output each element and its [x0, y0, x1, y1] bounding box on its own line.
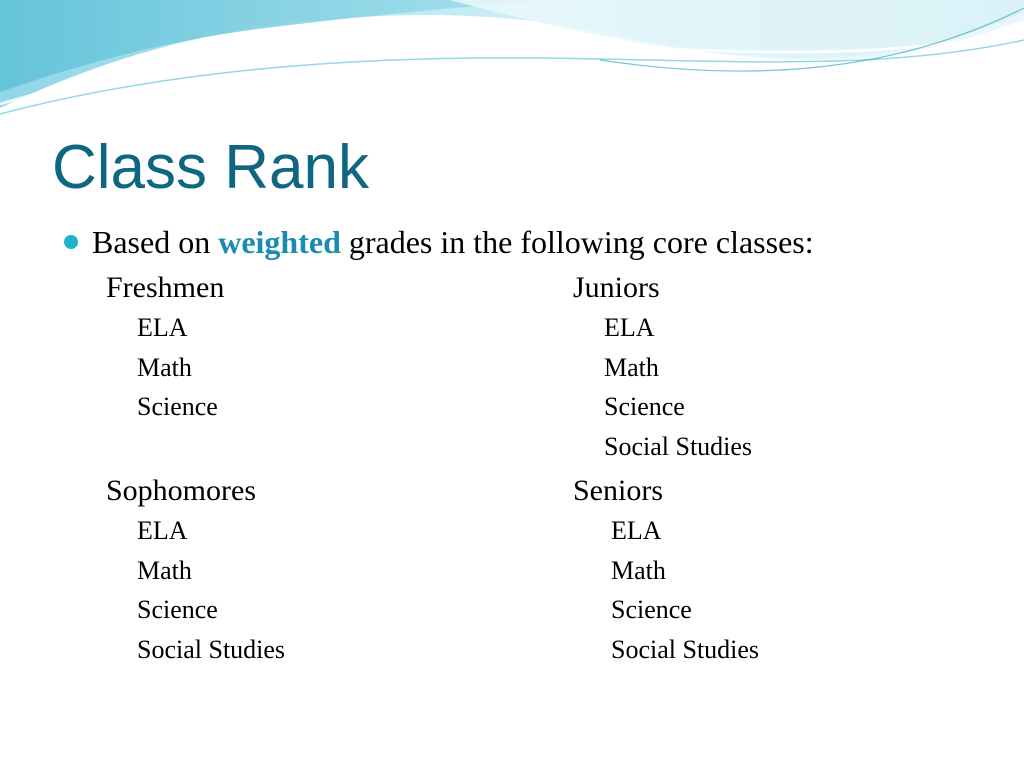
list-item: ELA [604, 313, 655, 342]
decorative-wave-banner [0, 0, 1024, 120]
list-item: Science [137, 392, 218, 421]
list-item: Science [137, 595, 218, 624]
seniors-group [573, 471, 759, 669]
list-item: Math [604, 352, 659, 382]
list-item: Math [611, 555, 666, 585]
list-item: Math [137, 352, 192, 382]
list-item: ELA [137, 313, 188, 342]
list-item: Social Studies [611, 634, 760, 664]
intro-text-before: Based on [92, 223, 219, 260]
juniors-group [573, 268, 752, 466]
juniors-class-list [573, 308, 752, 466]
list-item: ELA [137, 516, 188, 545]
group-heading-freshmen: Freshmen [106, 271, 225, 304]
bullet-dot-icon [64, 235, 78, 249]
seniors-class-list [573, 511, 759, 669]
freshmen-group [106, 268, 224, 427]
list-item: Math [137, 555, 192, 585]
intro-bullet [64, 222, 814, 262]
group-heading-seniors: Seniors [573, 474, 663, 507]
list-item: Science [604, 392, 685, 421]
list-item: Science [611, 595, 692, 624]
group-heading-sophomores: Sophomores [106, 474, 256, 507]
intro-text-after: grades in the following core classes: [340, 223, 814, 260]
list-item: ELA [611, 516, 662, 545]
list-item: Social Studies [137, 634, 286, 664]
sophomores-group [106, 471, 285, 669]
group-heading-juniors: Juniors [573, 271, 660, 304]
slide-title: Class Rank [52, 133, 369, 202]
freshmen-class-list [106, 308, 224, 427]
intro-emphasis: weighted [218, 223, 341, 260]
sophomores-class-list [106, 511, 285, 669]
list-item: Social Studies [604, 431, 753, 461]
